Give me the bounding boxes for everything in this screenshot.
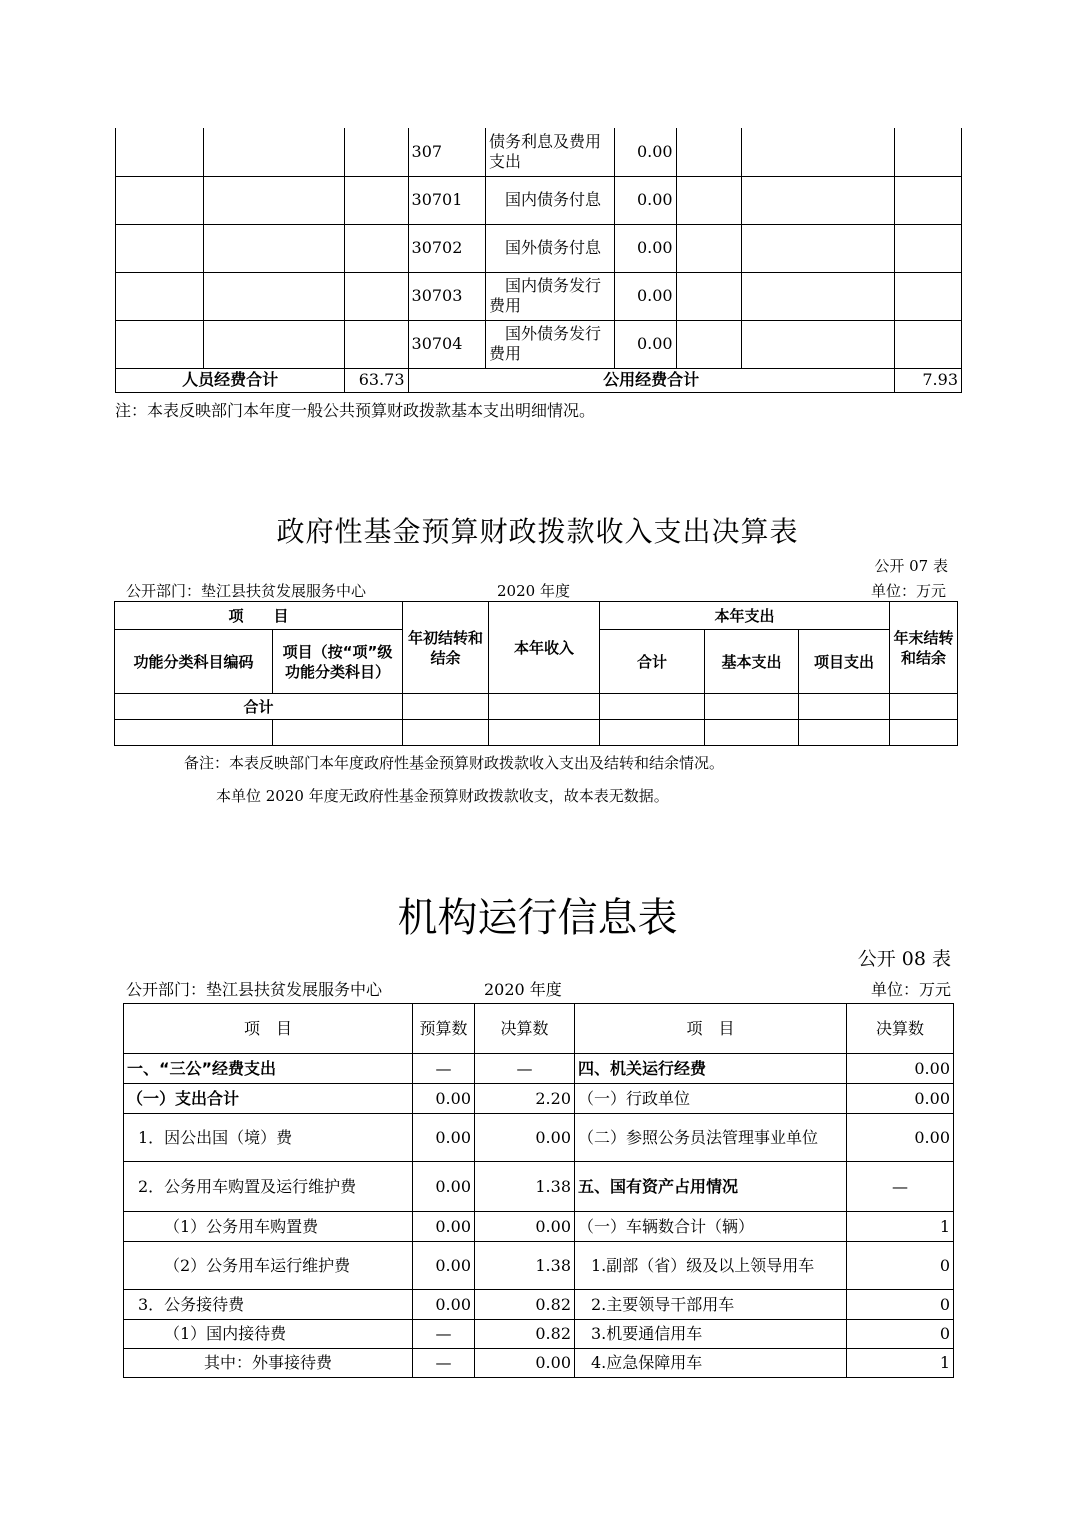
table-row <box>116 320 962 368</box>
table3-year: 2020 年度 <box>484 980 562 999</box>
table3-title: 机构运行信息表 <box>397 895 678 941</box>
final-value-right: — <box>847 1162 954 1212</box>
header-end-balance: 年末结转和结余 <box>890 602 958 694</box>
table-row <box>115 720 958 746</box>
row-label-right: （一）车辆数合计（辆） <box>575 1212 847 1242</box>
header-func-code: 功能分类科目编码 <box>115 630 273 694</box>
header-budget: 预算数 <box>413 1004 475 1054</box>
table-row <box>124 1212 954 1242</box>
row-label-right: 4.应急保障用车 <box>575 1349 847 1378</box>
table2-title: 政府性基金预算财政拨款收入支出决算表 <box>276 515 799 548</box>
row-label: （1）公务用车购置费 <box>124 1212 413 1242</box>
table-row <box>124 1320 954 1349</box>
row-label-right: 四、机关运行经费 <box>575 1054 847 1084</box>
header-income: 本年收入 <box>489 602 600 694</box>
row-label-right: 3.机要通信用车 <box>575 1320 847 1349</box>
public-total-value: 7.93 <box>894 368 961 392</box>
header-basic: 基本支出 <box>705 630 799 694</box>
econ-name: 国外债务付息 <box>485 224 614 272</box>
table-row <box>124 1290 954 1320</box>
table2-note-nodata: 本单位 2020 年度无政府性基金预算财政拨款收支，故本表无数据。 <box>216 787 669 805</box>
final-value: 0.82 <box>475 1290 575 1320</box>
header-begin-balance: 年初结转和结余 <box>403 602 489 694</box>
amount: 0.00 <box>615 128 676 176</box>
amount: 0.00 <box>615 320 676 368</box>
final-value: — <box>475 1054 575 1084</box>
budget-value: 0.00 <box>413 1162 475 1212</box>
personnel-total-label: 人员经费合计 <box>116 368 345 392</box>
final-value: 0.82 <box>475 1320 575 1349</box>
table3-dept: 公开部门：垫江县扶贫发展服务中心 <box>126 980 383 999</box>
table-row <box>116 176 962 224</box>
econ-code: 307 <box>408 128 485 176</box>
row-label-right: （二）参照公务员法管理事业单位 <box>575 1114 847 1162</box>
final-value-right: 0 <box>847 1290 954 1320</box>
row-label: 一、“三公”经费支出 <box>124 1054 413 1084</box>
econ-code: 30703 <box>408 272 485 320</box>
econ-name: 债务利息及费用支出 <box>485 128 614 176</box>
table2-note: 备注：本表反映部门本年度政府性基金预算财政拨款收入支出及结转和结余情况。 <box>184 754 725 772</box>
header-item-name: 项目（按“项”级功能分类科目） <box>273 630 403 694</box>
header-expense: 本年支出 <box>600 602 890 630</box>
final-value-right: 0.00 <box>847 1114 954 1162</box>
total-label: 合计 <box>115 694 403 720</box>
expense-detail-table <box>115 128 962 393</box>
header-final: 决算数 <box>475 1004 575 1054</box>
econ-name: 国外债务发行费用 <box>485 320 614 368</box>
table-row <box>124 1162 954 1212</box>
budget-value: 0.00 <box>413 1212 475 1242</box>
table-row <box>116 128 962 176</box>
table-row <box>116 224 962 272</box>
final-value: 1.38 <box>475 1162 575 1212</box>
table-row <box>124 1242 954 1290</box>
header-item-2: 项 目 <box>575 1004 847 1054</box>
table2-unit: 单位：万元 <box>870 582 946 600</box>
final-value-right: 1 <box>847 1212 954 1242</box>
row-label: 2．公务用车购置及运行维护费 <box>124 1162 413 1212</box>
header-item: 项 目 <box>124 1004 413 1054</box>
row-label: 3．公务接待费 <box>124 1290 413 1320</box>
final-value-right: 0.00 <box>847 1084 954 1114</box>
final-value-right: 1 <box>847 1349 954 1378</box>
final-value-right: 0.00 <box>847 1054 954 1084</box>
table-row <box>124 1349 954 1378</box>
org-operation-table <box>123 1003 954 1378</box>
final-value: 2.20 <box>475 1084 575 1114</box>
budget-value: 0.00 <box>413 1084 475 1114</box>
table2-dept: 公开部门：垫江县扶贫发展服务中心 <box>126 582 367 600</box>
table-row <box>124 1054 954 1084</box>
row-label: （一）支出合计 <box>124 1084 413 1114</box>
final-value: 0.00 <box>475 1349 575 1378</box>
total-row <box>115 694 958 720</box>
row-label: 其中：外事接待费 <box>124 1349 413 1378</box>
final-value-right: 0 <box>847 1320 954 1349</box>
table-row <box>124 1114 954 1162</box>
row-label: 1．因公出国（境）费 <box>124 1114 413 1162</box>
econ-code: 30702 <box>408 224 485 272</box>
budget-value: — <box>413 1320 475 1349</box>
budget-value: — <box>413 1349 475 1378</box>
header-project: 项目支出 <box>799 630 890 694</box>
amount: 0.00 <box>615 224 676 272</box>
amount: 0.00 <box>615 176 676 224</box>
budget-value: 0.00 <box>413 1290 475 1320</box>
econ-name: 国内债务发行费用 <box>485 272 614 320</box>
table3-number: 公开 08 表 <box>857 948 951 970</box>
header-total: 合计 <box>600 630 705 694</box>
header-final-2: 决算数 <box>847 1004 954 1054</box>
row-label: （1）国内接待费 <box>124 1320 413 1349</box>
econ-name: 国内债务付息 <box>485 176 614 224</box>
gov-fund-table <box>114 601 958 746</box>
table1-note: 注：本表反映部门本年度一般公共预算财政拨款基本支出明细情况。 <box>115 401 596 420</box>
budget-value: 0.00 <box>413 1114 475 1162</box>
row-label-right: 2.主要领导干部用车 <box>575 1290 847 1320</box>
header-item: 项 目 <box>115 602 403 630</box>
final-value: 1.38 <box>475 1242 575 1290</box>
final-value: 0.00 <box>475 1114 575 1162</box>
budget-value: — <box>413 1054 475 1084</box>
row-label-right: （一）行政单位 <box>575 1084 847 1114</box>
row-label-right: 1.副部（省）级及以上领导用车 <box>575 1242 847 1290</box>
row-label: （2）公务用车运行维护费 <box>124 1242 413 1290</box>
final-value: 0.00 <box>475 1212 575 1242</box>
amount: 0.00 <box>615 272 676 320</box>
table-row <box>124 1084 954 1114</box>
table2-year: 2020 年度 <box>497 582 570 600</box>
public-total-label: 公用经费合计 <box>408 368 894 392</box>
table-row <box>116 272 962 320</box>
final-value-right: 0 <box>847 1242 954 1290</box>
personnel-total-value: 63.73 <box>345 368 408 392</box>
econ-code: 30704 <box>408 320 485 368</box>
table3-unit: 单位：万元 <box>870 980 951 999</box>
total-row <box>116 368 962 392</box>
econ-code: 30701 <box>408 176 485 224</box>
row-label-right: 五、国有资产占用情况 <box>575 1162 847 1212</box>
budget-value: 0.00 <box>413 1242 475 1290</box>
table2-number: 公开 07 表 <box>874 557 948 575</box>
